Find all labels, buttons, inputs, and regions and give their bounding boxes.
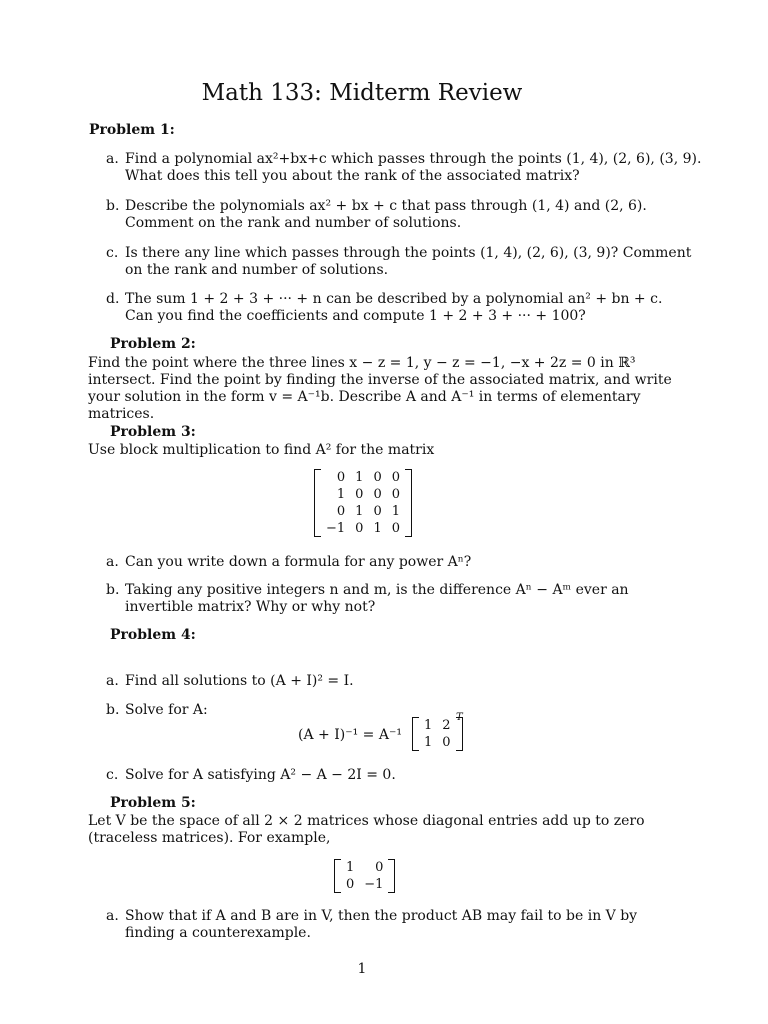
matrix-cell: 1	[336, 487, 346, 502]
item-line: The sum 1 + 2 + 3 + ··· + n can be described by a polynomial an² + bn + c.	[125, 291, 663, 307]
item-line: Taking any positive integers n and m, is the difference Aⁿ − Aᵐ ever an	[125, 582, 629, 598]
matrix-cell: 0	[355, 487, 364, 502]
matrix-table	[419, 717, 456, 751]
item-label: b.	[106, 702, 120, 718]
problem-2-line: intersect. Find the point by finding the inverse of the associated matrix, and write	[88, 372, 672, 388]
problem-5-heading: Problem 5:	[110, 795, 196, 811]
item-line: Comment on the rank and number of solutions.	[125, 215, 462, 231]
problem-2-line: your solution in the form v = A⁻¹b. Describe A and A⁻¹ in terms of elementary	[88, 389, 641, 405]
matrix-cell: 1	[346, 860, 355, 875]
matrix-cell: 1	[424, 735, 433, 750]
item-label: a.	[106, 151, 119, 167]
matrix-cell: 1	[373, 521, 382, 536]
problem-5-line: Let V be the space of all 2 × 2 matrices whose diagonal entries add up to zero	[88, 813, 645, 829]
problem-4-heading: Problem 4:	[110, 627, 196, 643]
item-line: Solve for A satisfying A² − A − 2I = 0.	[125, 767, 396, 783]
matrix-cell: 0	[336, 504, 346, 519]
item-label: a.	[106, 554, 119, 570]
item-line: finding a counterexample.	[125, 925, 311, 941]
problem-2-line: matrices.	[88, 406, 155, 422]
item-line: Is there any line which passes through the points (1, 4), (2, 6), (3, 9)? Comment	[125, 245, 692, 261]
left-bracket	[412, 717, 419, 751]
matrix-cell: 0	[391, 487, 401, 502]
item-line: Find a polynomial ax²+bx+c which passes through the points (1, 4), (2, 6), (3, 9).	[125, 151, 702, 167]
matrix-cell: 0	[442, 735, 451, 750]
item-label: a.	[106, 673, 119, 689]
item-label: c.	[106, 245, 119, 261]
problem-3-intro: Use block multiplication to find A² for the matrix	[88, 442, 435, 458]
matrix-cell: 0	[391, 521, 401, 536]
matrix-cell: 0	[336, 470, 346, 485]
problem-5-matrix	[334, 859, 395, 893]
matrix-cell: 1	[355, 470, 364, 485]
matrix-cell: 0	[373, 470, 382, 485]
matrix-cell: 0	[375, 860, 384, 875]
item-line: Find all solutions to (A + I)² = I.	[125, 673, 354, 689]
left-bracket	[314, 469, 321, 537]
problem-1-heading: Problem 1:	[89, 122, 175, 138]
item-line: on the rank and number of solutions.	[125, 262, 389, 278]
matrix-table	[341, 859, 388, 893]
item-line: Show that if A and B are in V, then the product AB may fail to be in V by	[125, 908, 638, 924]
page-number: 1	[357, 961, 367, 977]
item-line: Describe the polynomials ax² + bx + c that pass through (1, 4) and (2, 6).	[125, 198, 647, 214]
matrix-cell: 1	[355, 504, 364, 519]
matrix-cell: 0	[373, 504, 382, 519]
matrix-cell: 0	[346, 877, 355, 892]
item-line: Can you find the coefficients and compute 1 + 2 + 3 + ··· + 100?	[125, 308, 586, 324]
matrix-cell: 2	[442, 718, 451, 733]
item-line: invertible matrix? Why or why not?	[125, 599, 376, 615]
matrix-cell: −1	[326, 521, 346, 536]
item-line: What does this tell you about the rank of the associated matrix?	[125, 168, 580, 184]
matrix-cell: −1	[364, 877, 384, 892]
item-line: Solve for A:	[125, 702, 208, 718]
item-label: a.	[106, 908, 119, 924]
item-label: d.	[106, 291, 120, 307]
page-title: Math 133: Midterm Review	[201, 80, 523, 106]
matrix-cell: 1	[424, 718, 433, 733]
item-label: c.	[106, 767, 119, 783]
item-line: Can you write down a formula for any power Aⁿ?	[125, 554, 472, 570]
matrix-cell: 0	[355, 521, 364, 536]
equation-lhs: (A + I)⁻¹ = A⁻¹	[298, 727, 402, 743]
item-label: b.	[106, 198, 120, 214]
problem-2-heading: Problem 2:	[110, 336, 196, 352]
matrix-cell: 0	[373, 487, 382, 502]
matrix-table	[321, 469, 405, 537]
problem-5-line: (traceless matrices). For example,	[88, 830, 331, 846]
problem-3-heading: Problem 3:	[110, 424, 196, 440]
matrix-cell: 1	[391, 504, 401, 519]
item-label: b.	[106, 582, 120, 598]
problem-3-matrix	[314, 469, 412, 537]
right-bracket	[388, 859, 395, 893]
problem-2-line: Find the point where the three lines x − z = 1, y − z = −1, −x + 2z = 0 in ℝ³	[88, 355, 636, 371]
left-bracket	[334, 859, 341, 893]
matrix-cell: 0	[391, 470, 401, 485]
transpose-superscript: T	[456, 712, 463, 723]
right-bracket	[405, 469, 412, 537]
problem-4-matrix	[412, 717, 463, 751]
